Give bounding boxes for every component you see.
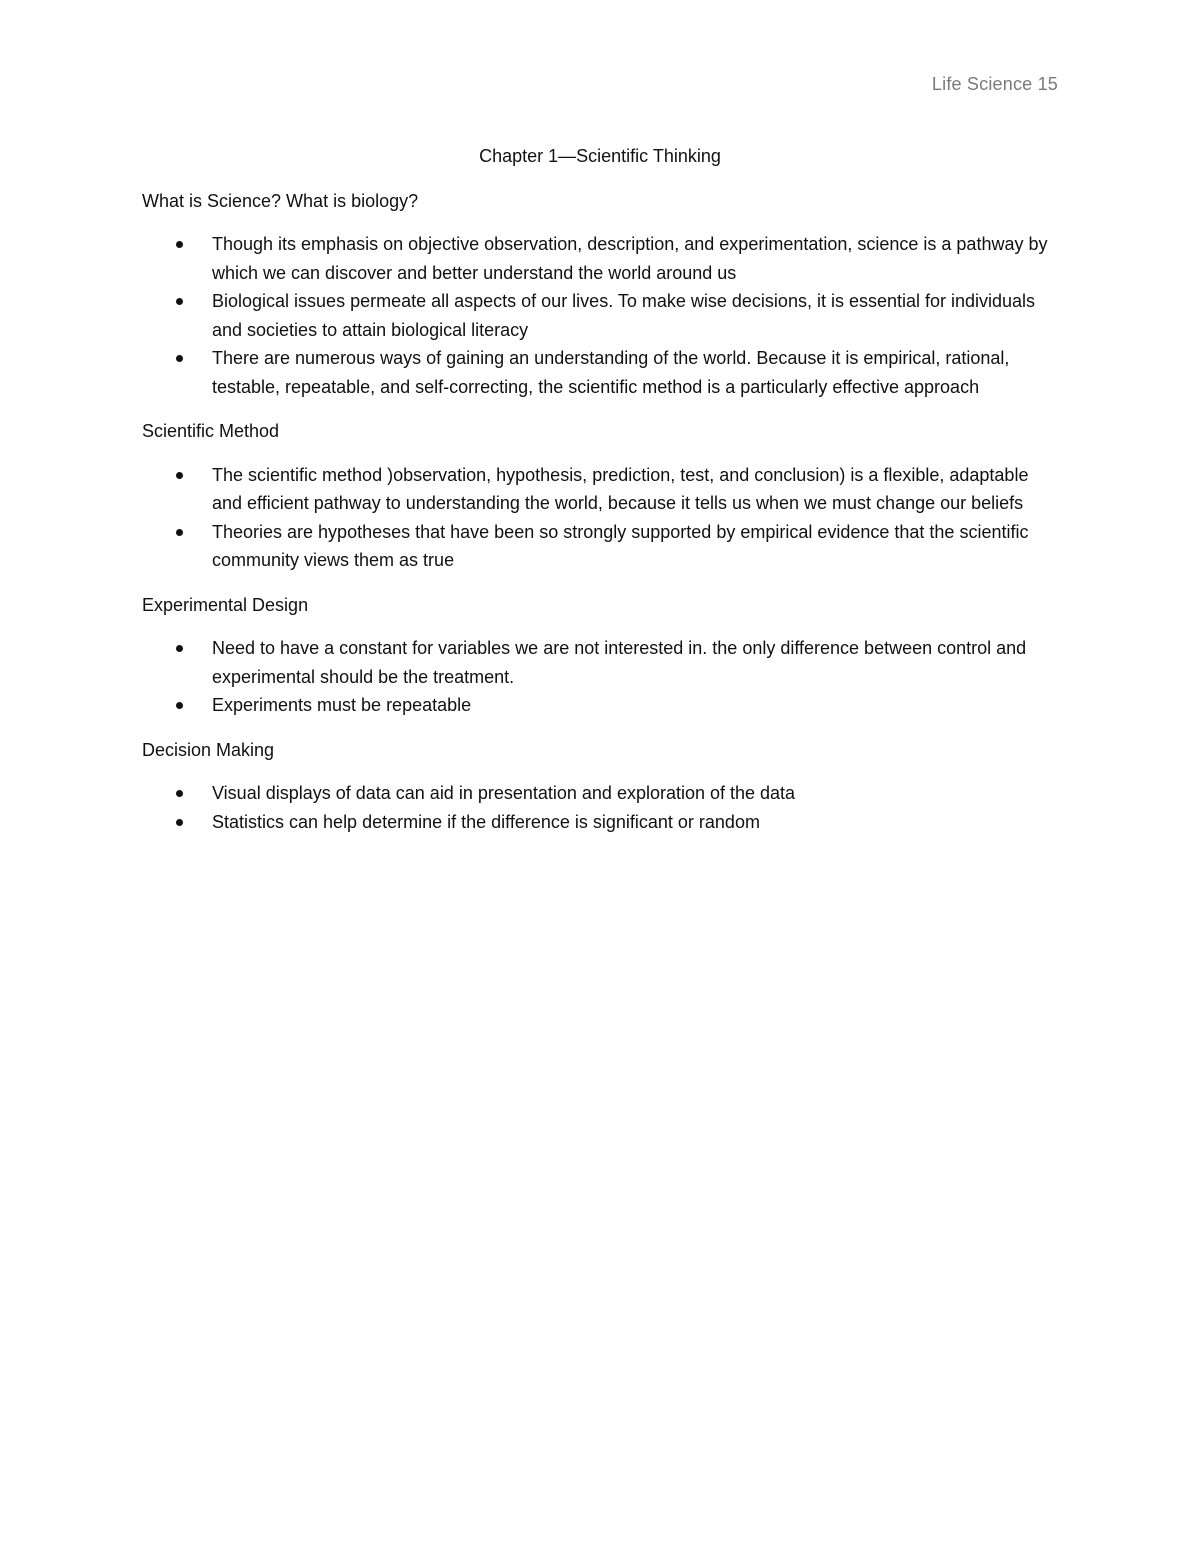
list-item: Statistics can help determine if the difference is significant or random (142, 808, 1058, 837)
section-heading: Experimental Design (142, 594, 309, 615)
list-item: There are numerous ways of gaining an understanding of the world. Because it is empirical, rational, testable, repeatable, and self-correcting, the scientific method is a particularly effective approach (142, 344, 1058, 401)
running-header: Life Science 15 (931, 74, 1058, 94)
list-item: Need to have a constant for variables we are not interested in. the only difference between control and experimental should be the treatment. (142, 634, 1058, 691)
section-experimental-design (142, 591, 1058, 720)
section-heading: What is Science? What is biology? (142, 190, 419, 211)
section-what-is-science (142, 187, 1058, 402)
list-item: The scientific method )observation, hypothesis, prediction, test, and conclusion) is a flexible, adaptable and efficient pathway to understanding the world, because it tells us when we must change our beliefs (142, 461, 1058, 518)
bullet-list (142, 779, 1058, 836)
document-body (142, 142, 1058, 852)
section-heading: Decision Making (142, 739, 275, 760)
page-title: Chapter 1—Scientific Thinking (479, 146, 721, 166)
list-item: Experiments must be repeatable (142, 691, 1058, 720)
section-decision-making (142, 736, 1058, 837)
list-item: Theories are hypotheses that have been so strongly supported by empirical evidence that the scientific community views them as true (142, 518, 1058, 575)
bullet-list (142, 461, 1058, 575)
section-heading: Scientific Method (142, 421, 280, 441)
list-item: Biological issues permeate all aspects of our lives. To make wise decisions, it is essential for individuals and societies to attain biological literacy (142, 287, 1058, 344)
bullet-list (142, 634, 1058, 720)
bullet-list (142, 230, 1058, 401)
list-item: Visual displays of data can aid in presentation and exploration of the data (142, 779, 1058, 808)
section-scientific-method (142, 417, 1058, 575)
list-item: Though its emphasis on objective observation, description, and experimentation, science is a pathway by which we can discover and better understand the world around us (142, 230, 1058, 287)
